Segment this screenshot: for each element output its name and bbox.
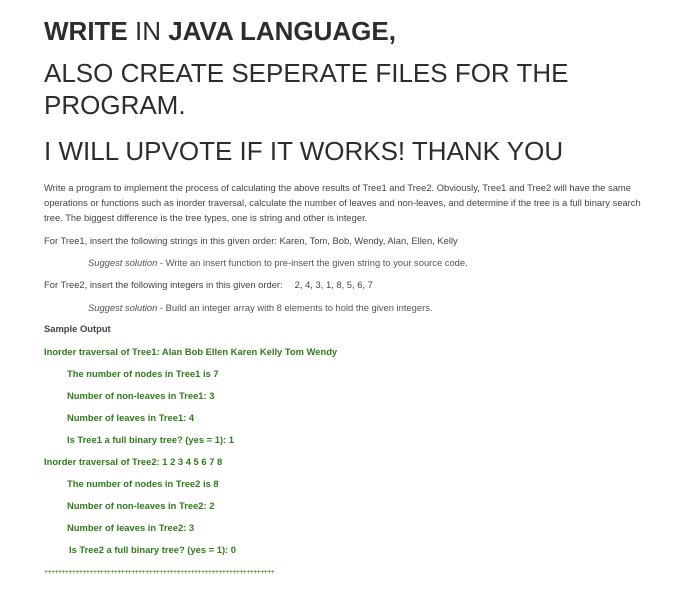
heading-java-language: JAVA LANGUAGE, (168, 16, 396, 46)
output-line-tree1-leaves: Number of leaves in Tree1: 4 (67, 412, 195, 423)
tree1-suggest-label: Suggest solution (88, 257, 158, 268)
heading-write: WRITE (44, 16, 128, 46)
tree2-suggest-text: - Build an integer array with 8 elements to hold the given integers. (157, 302, 433, 313)
output-line-tree1-nonleaves: Number of non-leaves in Tree1: 3 (67, 390, 215, 401)
output-line-tree2-leaves: Number of leaves in Tree2: 3 (67, 522, 195, 533)
tree2-suggestion (88, 301, 432, 315)
separator-line: ++++++++++++++++++++++++++++++++++++++++++++++++++++++++++++++++++ (44, 569, 275, 576)
tree2-values: 2, 4, 3, 1, 8, 5, 6, 7 (294, 279, 373, 290)
output-line-tree1-nodes: The number of nodes in Tree1 is 7 (67, 368, 219, 379)
output-line-tree2-inorder: Inorder traversal of Tree2: 1 2 3 4 5 6 7 8 (44, 456, 223, 467)
tree2-suggest-label: Suggest solution (88, 302, 158, 313)
tree2-instruction-text: For Tree2, insert the following integers in this given order: (44, 279, 283, 290)
sample-output-label: Sample Output (44, 323, 111, 334)
output-line-tree2-nodes: The number of nodes in Tree2 is 8 (67, 478, 219, 489)
output-line-tree2-full: Is Tree2 a full binary tree? (yes = 1): 0 (69, 544, 237, 555)
output-line-tree2-nonleaves: Number of non-leaves in Tree2: 2 (67, 500, 215, 511)
heading-line-2: ALSO CREATE SEPERATE FILES FOR THE (44, 58, 569, 88)
tree2-instruction (44, 278, 373, 292)
heading-line-4: I WILL UPVOTE IF IT WORKS! THANK YOU (44, 136, 564, 166)
tree1-suggestion (88, 256, 468, 270)
output-line-tree1-full: Is Tree1 a full binary tree? (yes = 1): 1 (67, 434, 235, 445)
heading-line-3: PROGRAM. (44, 90, 186, 120)
output-line-tree1-inorder: Inorder traversal of Tree1: Alan Bob Ellen Karen Kelly Tom Wendy (44, 346, 338, 357)
heading-in: IN (127, 16, 169, 46)
tree1-suggest-text: - Write an insert function to pre-insert the given string to your source code. (157, 257, 468, 268)
heading-line-1 (44, 16, 396, 46)
tree1-instruction: For Tree1, insert the following strings in this given order: Karen, Tom, Bob, Wendy, Alan, Ellen, Kelly (44, 235, 458, 246)
problem-intro: Write a program to implement the process of calculating the above results of Tree1 and Tree2. Obviously, Tree1 and Tree2 will have the same operations or functions such as inorder traversal, calculate the number of leaves and non-leaves, and determine if the tree is a full binary search tree. The biggest difference is the tree types, one is string and other is integer. (44, 182, 641, 223)
